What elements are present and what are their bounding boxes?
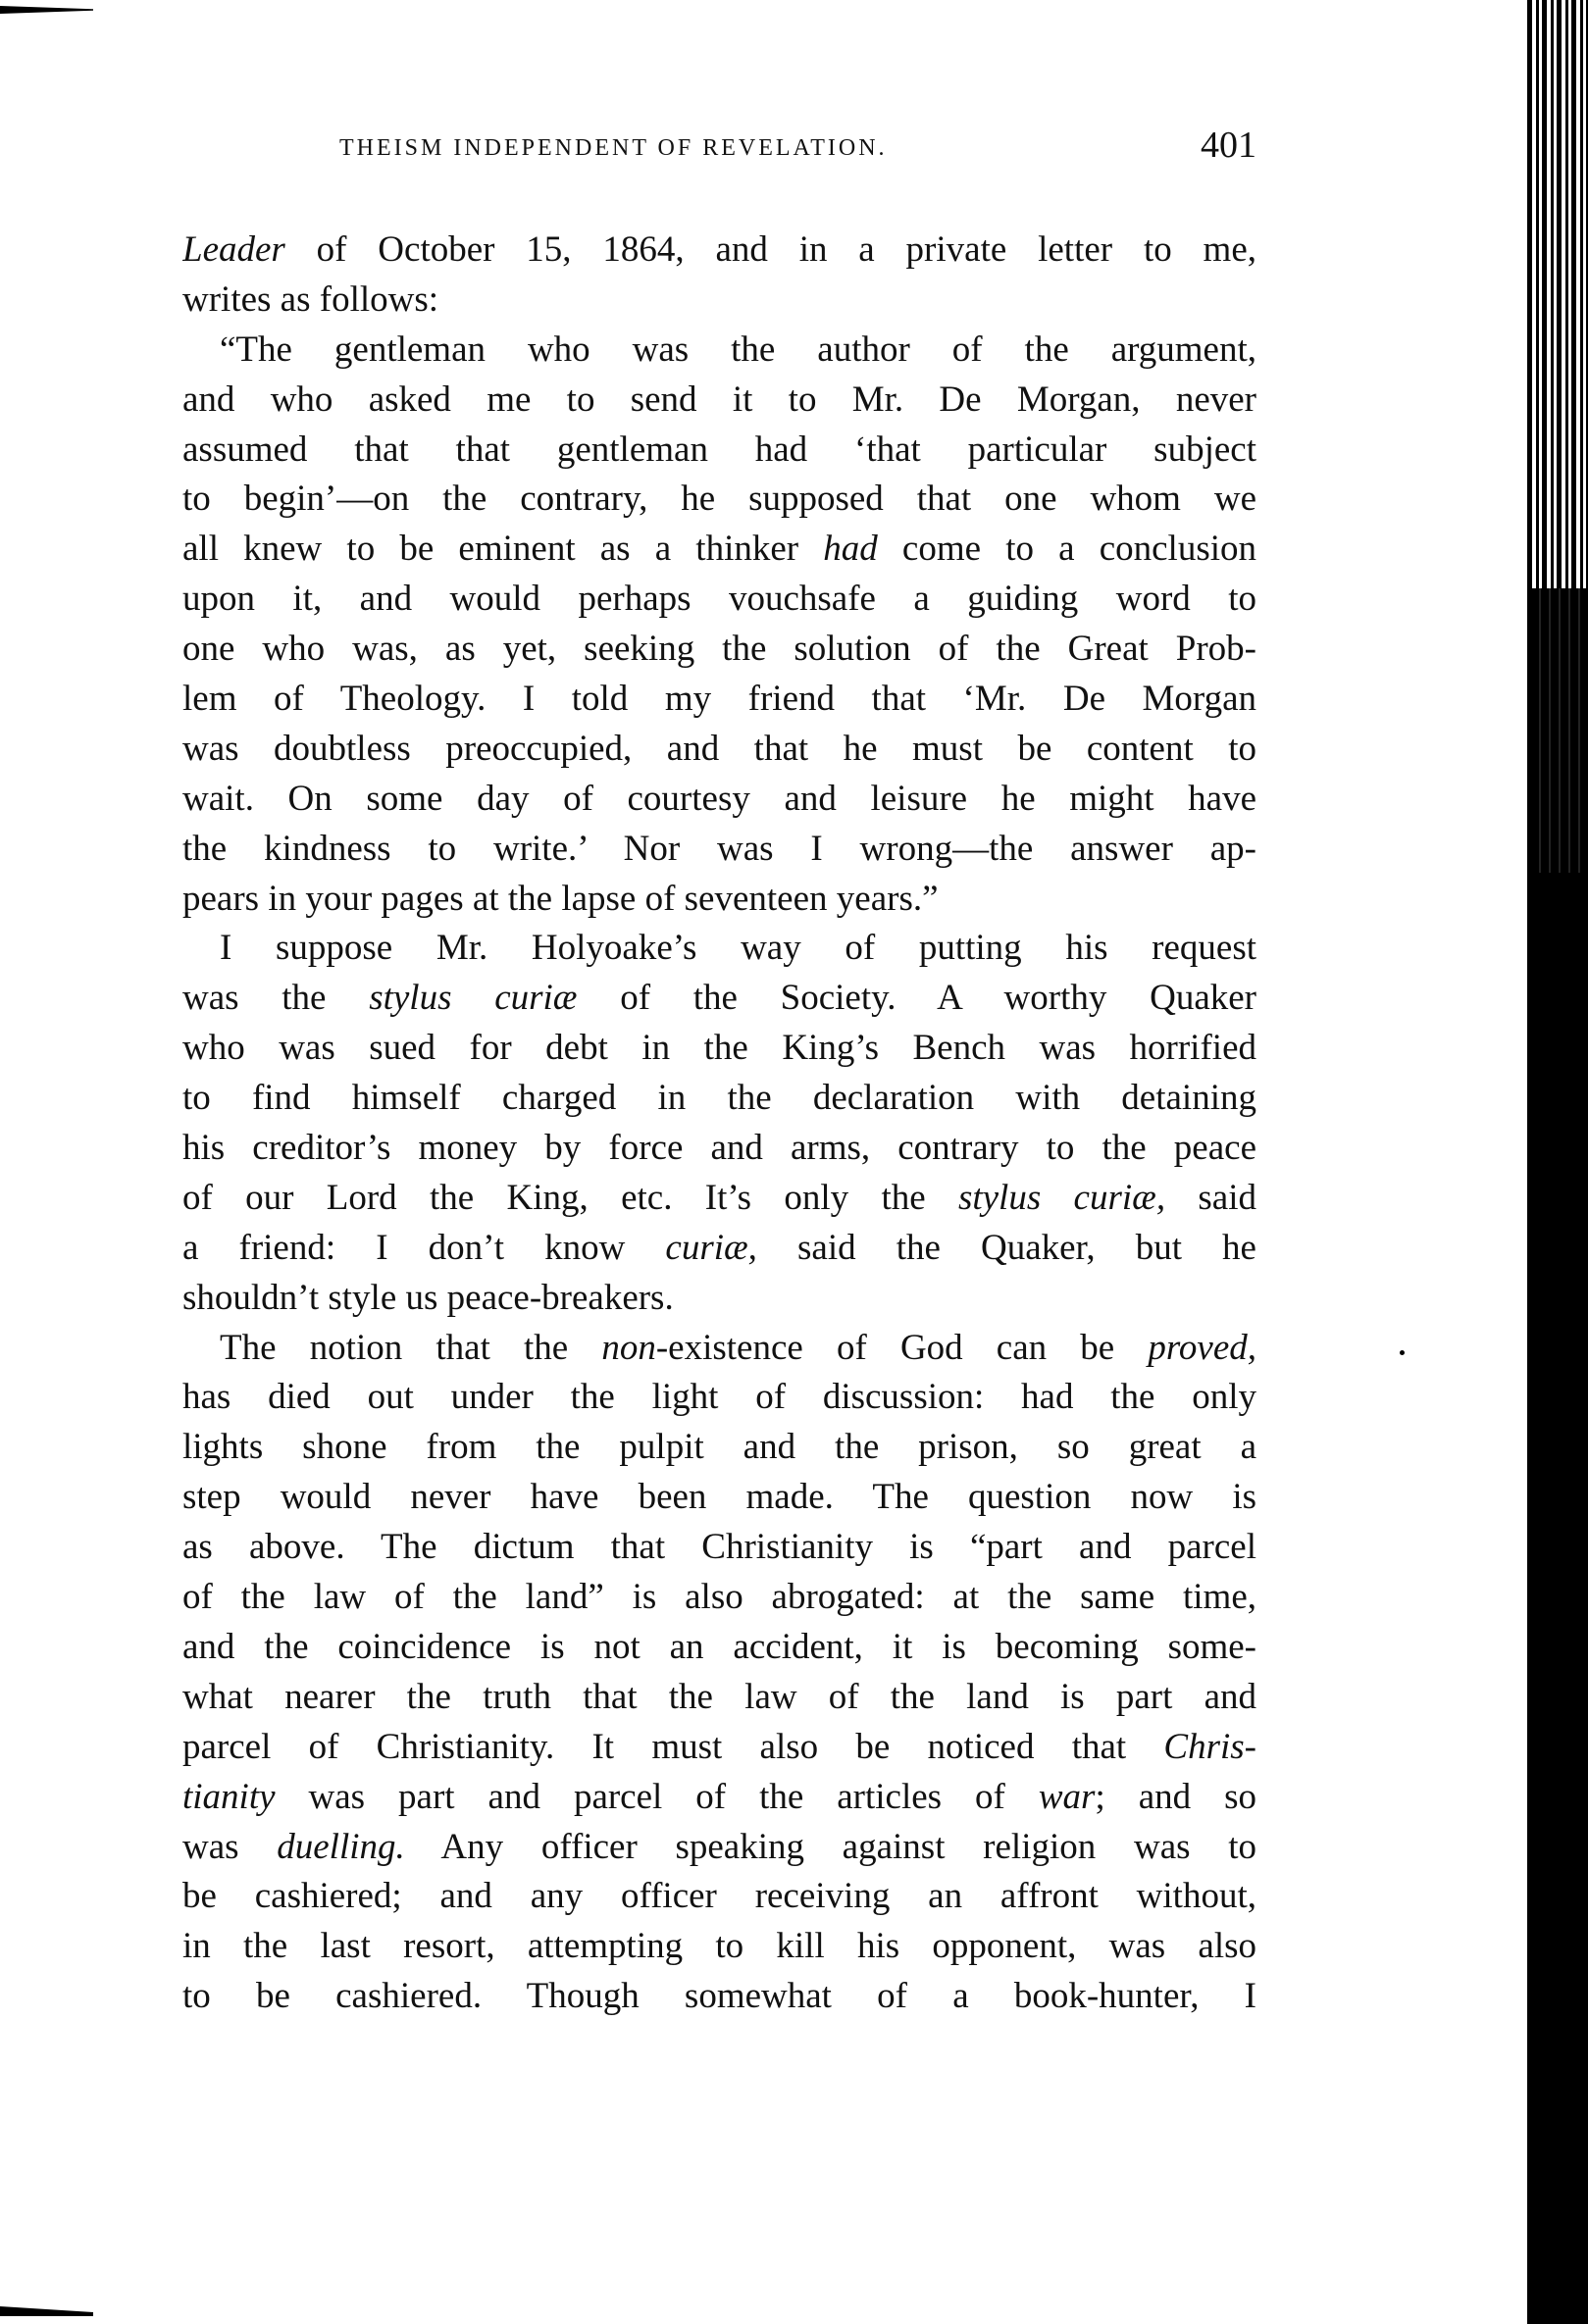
text-line xyxy=(182,1274,1256,1324)
text-segment: to begin’—on the contrary, he supposed that one whom we xyxy=(182,479,1256,520)
italic-text: curiæ, xyxy=(665,1227,757,1268)
text-line xyxy=(182,1423,1256,1473)
italic-text: Leader xyxy=(182,229,285,270)
text-line xyxy=(182,1124,1256,1174)
text-segment: of the law of the land” is also abrogated: at the same time, xyxy=(182,1577,1256,1618)
text-line xyxy=(182,1823,1256,1873)
text-line xyxy=(182,1872,1256,1922)
page-header xyxy=(182,125,1256,169)
text-line xyxy=(182,775,1256,825)
text-segment: said the Quaker, but he xyxy=(756,1227,1256,1268)
text-segment: lem of Theology. I told my friend that ‘Mr. De Morgan xyxy=(182,679,1256,720)
body-text xyxy=(182,226,1256,2022)
text-line xyxy=(182,525,1256,575)
text-line xyxy=(182,1573,1256,1623)
text-segment: step would never have been made. The question now is xyxy=(182,1477,1256,1518)
italic-text: had xyxy=(823,529,878,570)
text-segment: assumed that that gentleman had ‘that particular subject xyxy=(182,429,1256,470)
italic-text: stylus curiæ, xyxy=(957,1177,1166,1218)
text-segment: lights shone from the pulpit and the prison, so great a xyxy=(182,1427,1256,1468)
text-segment: be cashiered; and any officer receiving an affront without, xyxy=(182,1876,1256,1917)
text-line xyxy=(182,426,1256,476)
text-line xyxy=(182,1972,1256,2022)
text-segment: I suppose Mr. Holyoake’s way of putting his request xyxy=(220,928,1256,969)
text-segment: of the Society. A worthy Quaker xyxy=(577,978,1256,1019)
text-line xyxy=(182,475,1256,525)
text-segment: shouldn’t style us peace-breakers. xyxy=(182,1277,674,1318)
italic-text: non xyxy=(601,1327,656,1368)
text-line xyxy=(182,1174,1256,1224)
text-line xyxy=(182,1373,1256,1423)
italic-text: tianity xyxy=(182,1776,276,1817)
text-segment: The notion that the xyxy=(220,1327,602,1368)
text-segment: upon it, and would perhaps vouchsafe a guiding word to xyxy=(182,579,1256,620)
text-segment: to be cashiered. Though somewhat of a book-hunter, I xyxy=(182,1976,1256,2017)
scan-edge-mark xyxy=(0,6,93,14)
text-segment: said xyxy=(1165,1177,1256,1218)
text-line xyxy=(182,875,1256,925)
text-segment: and the coincidence is not an accident, it is becoming some- xyxy=(182,1626,1256,1667)
text-segment: the kindness to write.’ Nor was I wrong—the answer ap- xyxy=(182,828,1256,869)
text-line xyxy=(182,625,1256,675)
text-line xyxy=(182,376,1256,426)
text-segment: was part and parcel of the articles of xyxy=(275,1776,1039,1817)
text-line xyxy=(182,1673,1256,1723)
text-line xyxy=(182,276,1256,326)
text-line xyxy=(182,1723,1256,1773)
text-segment: ; and so xyxy=(1095,1776,1256,1817)
text-line xyxy=(182,1922,1256,1972)
text-segment: “The gentleman who was the author of the argument, xyxy=(220,328,1256,370)
text-segment: Any officer speaking against religion was to xyxy=(404,1826,1256,1867)
text-line xyxy=(182,675,1256,725)
book-spine-edge-shadow xyxy=(1527,873,1588,2324)
text-segment: in the last resort, attempting to kill his opponent, was also xyxy=(182,1926,1256,1967)
text-line xyxy=(182,974,1256,1024)
running-title: THEISM INDEPENDENT OF REVELATION. xyxy=(339,135,888,161)
italic-text: Chris- xyxy=(1163,1726,1256,1767)
text-segment: was the xyxy=(182,978,370,1019)
text-line xyxy=(182,1074,1256,1124)
italic-text: duelling. xyxy=(277,1826,405,1867)
text-line xyxy=(182,1473,1256,1523)
text-segment: pears in your pages at the lapse of seventeen years.” xyxy=(182,878,939,919)
text-line xyxy=(182,575,1256,625)
scan-edge-mark xyxy=(0,2306,93,2316)
text-segment: was xyxy=(182,1826,278,1867)
text-segment: has died out under the light of discussion: had the only xyxy=(182,1377,1256,1418)
page-number: 401 xyxy=(1201,125,1256,166)
text-segment: was doubtless preoccupied, and that he must be content to xyxy=(182,728,1256,769)
text-line xyxy=(182,725,1256,775)
text-segment: -existence of God can be xyxy=(655,1327,1149,1368)
text-segment: parcel of Christianity. It must also be noticed that xyxy=(182,1726,1164,1767)
text-line xyxy=(182,1623,1256,1673)
ink-speck xyxy=(1400,1350,1405,1355)
text-segment: as above. The dictum that Christianity is “part and parcel xyxy=(182,1527,1256,1568)
text-line xyxy=(182,226,1256,276)
text-segment: his creditor’s money by force and arms, contrary to the peace xyxy=(182,1128,1256,1169)
italic-text: war xyxy=(1038,1776,1096,1817)
text-segment: to find himself charged in the declaration with detaining xyxy=(182,1078,1256,1119)
text-segment: wait. On some day of courtesy and leisure he might have xyxy=(182,778,1256,819)
book-spine-edge-shadow xyxy=(1531,588,1588,873)
text-line xyxy=(182,1024,1256,1074)
text-line xyxy=(182,825,1256,875)
italic-text: stylus curiæ xyxy=(369,978,578,1019)
text-line xyxy=(182,1523,1256,1573)
italic-text: proved, xyxy=(1148,1327,1256,1368)
text-segment: all knew to be eminent as a thinker xyxy=(182,529,824,570)
text-line xyxy=(182,326,1256,376)
text-segment: of our Lord the King, etc. It’s only the xyxy=(182,1177,958,1218)
text-segment: writes as follows: xyxy=(182,278,439,320)
text-segment: who was sued for debt in the King’s Bench was horrified xyxy=(182,1028,1256,1069)
text-segment: one who was, as yet, seeking the solution of the Great Prob- xyxy=(182,629,1256,670)
text-line xyxy=(182,1324,1256,1374)
text-line xyxy=(182,924,1256,974)
text-line xyxy=(182,1773,1256,1823)
text-line xyxy=(182,1224,1256,1274)
text-segment: a friend: I don’t know xyxy=(182,1227,666,1268)
text-segment: and who asked me to send it to Mr. De Morgan, never xyxy=(182,379,1256,420)
text-segment: come to a conclusion xyxy=(877,529,1256,570)
text-segment: what nearer the truth that the law of the land is part and xyxy=(182,1676,1256,1717)
text-segment: of October 15, 1864, and in a private letter to me, xyxy=(284,229,1256,270)
